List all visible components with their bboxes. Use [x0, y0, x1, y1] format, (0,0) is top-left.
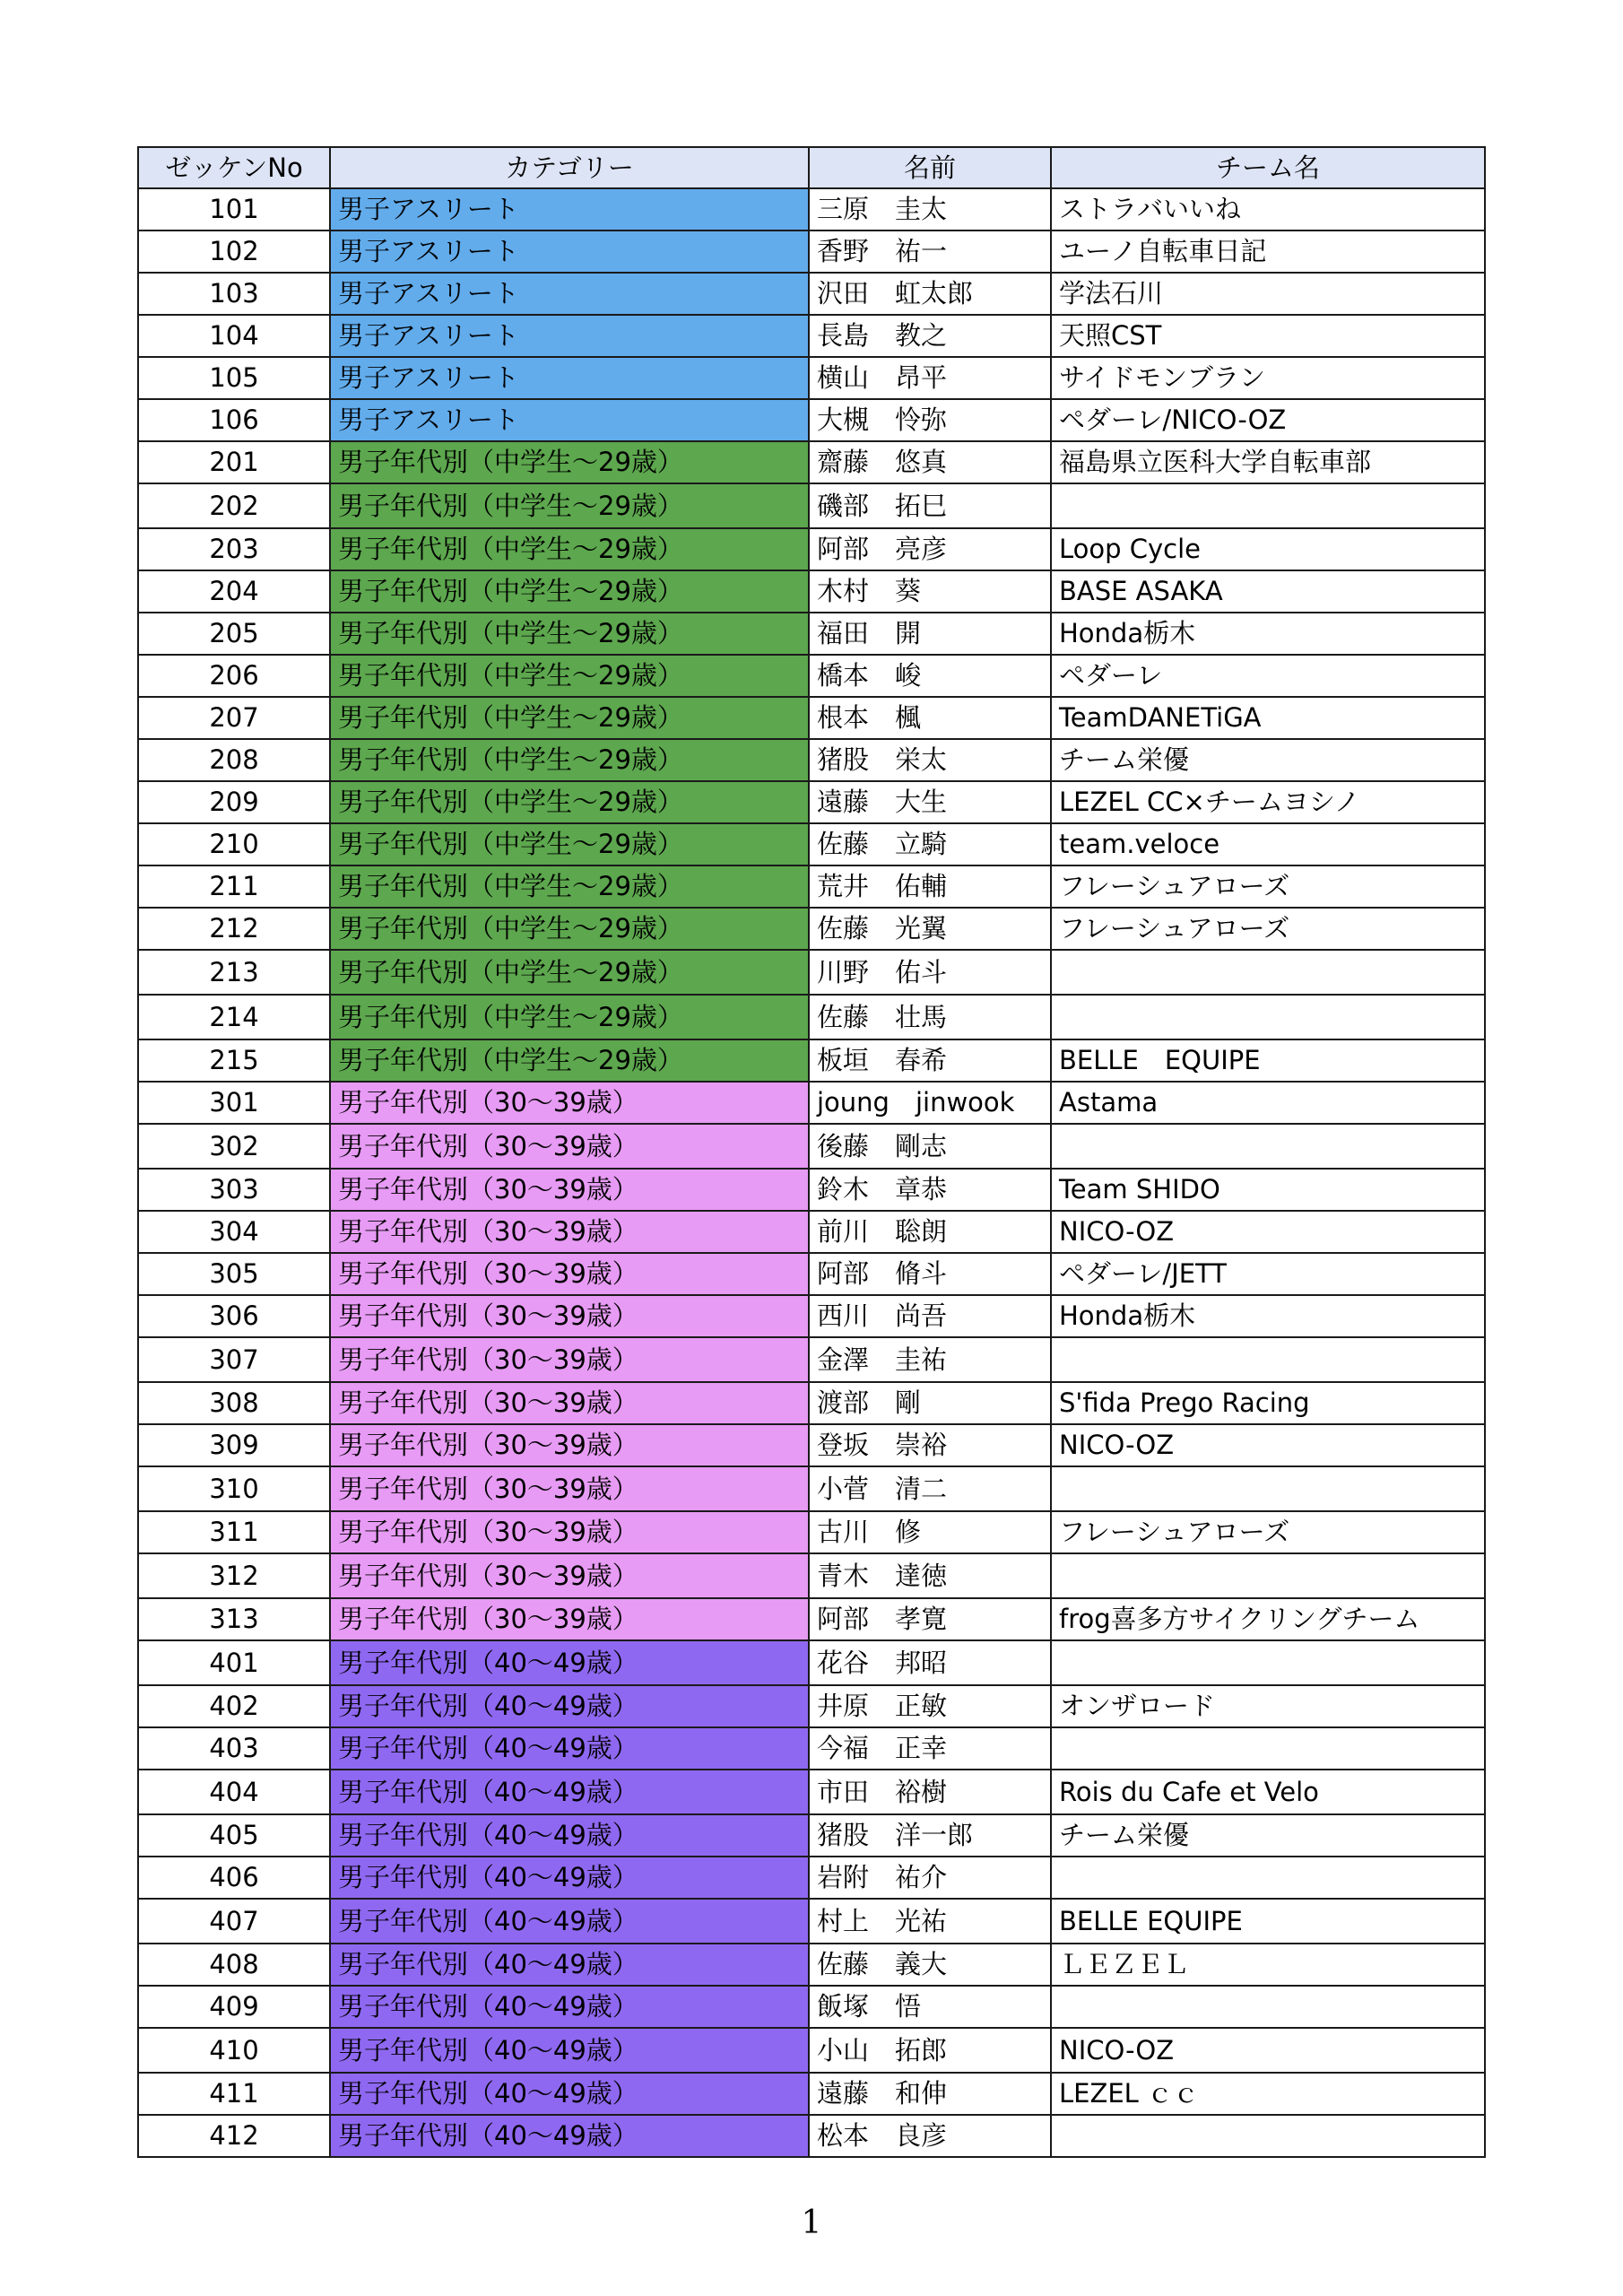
bib-number-cell: 207: [138, 697, 330, 739]
category-cell: 男子アスリート: [330, 188, 809, 230]
name-cell: 香野 祐一: [809, 230, 1051, 273]
name-cell: 磯部 拓巳: [809, 483, 1051, 528]
category-cell: 男子年代別（中学生〜29歳）: [330, 950, 809, 995]
bib-number-cell: 407: [138, 1899, 330, 1944]
name-cell: 沢田 虹太郎: [809, 273, 1051, 315]
header-category: カテゴリー: [330, 147, 809, 188]
team-cell: Astama: [1051, 1082, 1485, 1124]
category-cell: 男子年代別（中学生〜29歳）: [330, 1039, 809, 1082]
bib-number-cell: 410: [138, 2028, 330, 2073]
team-cell: ＬＥＺＥＬ: [1051, 1944, 1485, 1986]
team-cell: TeamDANETiGA: [1051, 697, 1485, 739]
team-cell: [1051, 995, 1485, 1039]
table-row: [138, 1944, 1485, 1986]
team-cell: Team SHIDO: [1051, 1169, 1485, 1211]
name-cell: 遠藤 大生: [809, 781, 1051, 823]
team-cell: BASE ASAKA: [1051, 570, 1485, 613]
bib-number-cell: 210: [138, 823, 330, 865]
team-cell: [1051, 1986, 1485, 2028]
team-cell: LEZEL CC×チームヨシノ: [1051, 781, 1485, 823]
team-cell: [1051, 1640, 1485, 1685]
table-row: [138, 1082, 1485, 1124]
bib-number-cell: 105: [138, 357, 330, 399]
bib-number-cell: 209: [138, 781, 330, 823]
bib-number-cell: 404: [138, 1770, 330, 1814]
category-cell: 男子年代別（30〜39歳）: [330, 1253, 809, 1295]
table-row: [138, 2115, 1485, 2157]
category-cell: 男子年代別（40〜49歳）: [330, 2028, 809, 2073]
team-cell: フレーシュアローズ: [1051, 908, 1485, 950]
team-cell: [1051, 1337, 1485, 1382]
name-cell: 市田 裕樹: [809, 1770, 1051, 1814]
table-row: [138, 1124, 1485, 1169]
name-cell: 鈴木 章恭: [809, 1169, 1051, 1211]
name-cell: 金澤 圭祐: [809, 1337, 1051, 1382]
name-cell: 猪股 洋一郎: [809, 1814, 1051, 1857]
name-cell: 佐藤 壮馬: [809, 995, 1051, 1039]
bib-number-cell: 310: [138, 1466, 330, 1511]
category-cell: 男子年代別（中学生〜29歳）: [330, 483, 809, 528]
name-cell: 阿部 亮彦: [809, 528, 1051, 570]
table-row: [138, 1382, 1485, 1424]
table-row: [138, 613, 1485, 655]
name-cell: 松本 良彦: [809, 2115, 1051, 2157]
table-row: [138, 1986, 1485, 2028]
bib-number-cell: 312: [138, 1553, 330, 1598]
category-cell: 男子年代別（中学生〜29歳）: [330, 781, 809, 823]
table-row: [138, 1857, 1485, 1899]
category-cell: 男子年代別（中学生〜29歳）: [330, 995, 809, 1039]
team-cell: NICO-OZ: [1051, 1424, 1485, 1466]
bib-number-cell: 203: [138, 528, 330, 570]
table-row: [138, 2028, 1485, 2073]
team-cell: Loop Cycle: [1051, 528, 1485, 570]
team-cell: S'fida Prego Racing: [1051, 1382, 1485, 1424]
table-row: [138, 399, 1485, 441]
team-cell: [1051, 2115, 1485, 2157]
name-cell: 飯塚 悟: [809, 1986, 1051, 2028]
team-cell: ペダーレ: [1051, 655, 1485, 697]
name-cell: 井原 正敏: [809, 1685, 1051, 1727]
category-cell: 男子年代別（30〜39歳）: [330, 1211, 809, 1253]
team-cell: [1051, 1857, 1485, 1899]
name-cell: 木村 葵: [809, 570, 1051, 613]
category-cell: 男子アスリート: [330, 273, 809, 315]
header-name: 名前: [809, 147, 1051, 188]
team-cell: ストラバいいね: [1051, 188, 1485, 230]
team-cell: Rois du Cafe et Velo: [1051, 1770, 1485, 1814]
category-cell: 男子年代別（40〜49歳）: [330, 1944, 809, 1986]
bib-number-cell: 303: [138, 1169, 330, 1211]
category-cell: 男子年代別（40〜49歳）: [330, 1899, 809, 1944]
team-cell: team.veloce: [1051, 823, 1485, 865]
team-cell: チーム栄優: [1051, 739, 1485, 781]
category-cell: 男子年代別（中学生〜29歳）: [330, 697, 809, 739]
bib-number-cell: 409: [138, 1986, 330, 2028]
category-cell: 男子年代別（40〜49歳）: [330, 1727, 809, 1770]
bib-number-cell: 412: [138, 2115, 330, 2157]
name-cell: 根本 楓: [809, 697, 1051, 739]
table-row: [138, 1685, 1485, 1727]
table-body: [138, 188, 1485, 2157]
bib-number-cell: 205: [138, 613, 330, 655]
team-cell: フレーシュアローズ: [1051, 1511, 1485, 1553]
table-row: [138, 273, 1485, 315]
table-row: [138, 230, 1485, 273]
table-row: [138, 357, 1485, 399]
category-cell: 男子年代別（中学生〜29歳）: [330, 908, 809, 950]
table-row: [138, 655, 1485, 697]
header-row: [138, 147, 1485, 188]
table-row: [138, 697, 1485, 739]
bib-number-cell: 106: [138, 399, 330, 441]
team-cell: オンザロード: [1051, 1685, 1485, 1727]
team-cell: チーム栄優: [1051, 1814, 1485, 1857]
bib-number-cell: 211: [138, 865, 330, 908]
table-row: [138, 995, 1485, 1039]
bib-number-cell: 311: [138, 1511, 330, 1553]
team-cell: 天照CST: [1051, 315, 1485, 357]
name-cell: 橋本 峻: [809, 655, 1051, 697]
bib-number-cell: 212: [138, 908, 330, 950]
category-cell: 男子年代別（40〜49歳）: [330, 1986, 809, 2028]
table-row: [138, 315, 1485, 357]
table-row: [138, 1169, 1485, 1211]
category-cell: 男子年代別（40〜49歳）: [330, 1857, 809, 1899]
bib-number-cell: 305: [138, 1253, 330, 1295]
name-cell: 板垣 春希: [809, 1039, 1051, 1082]
name-cell: 荒井 佑輔: [809, 865, 1051, 908]
name-cell: 猪股 栄太: [809, 739, 1051, 781]
bib-number-cell: 215: [138, 1039, 330, 1082]
bib-number-cell: 202: [138, 483, 330, 528]
name-cell: 遠藤 和伸: [809, 2073, 1051, 2115]
table-row: [138, 483, 1485, 528]
name-cell: 佐藤 立騎: [809, 823, 1051, 865]
bib-number-cell: 402: [138, 1685, 330, 1727]
name-cell: 福田 開: [809, 613, 1051, 655]
table-row: [138, 950, 1485, 995]
table-row: [138, 1598, 1485, 1640]
page-number: 1: [801, 2205, 822, 2241]
team-cell: [1051, 1466, 1485, 1511]
bib-number-cell: 308: [138, 1382, 330, 1424]
bib-number-cell: 401: [138, 1640, 330, 1685]
category-cell: 男子年代別（30〜39歳）: [330, 1553, 809, 1598]
bib-number-cell: 101: [138, 188, 330, 230]
category-cell: 男子年代別（40〜49歳）: [330, 1640, 809, 1685]
team-cell: ユーノ自転車日記: [1051, 230, 1485, 273]
team-cell: [1051, 950, 1485, 995]
bib-number-cell: 208: [138, 739, 330, 781]
bib-number-cell: 104: [138, 315, 330, 357]
bib-number-cell: 103: [138, 273, 330, 315]
category-cell: 男子年代別（30〜39歳）: [330, 1082, 809, 1124]
category-cell: 男子アスリート: [330, 399, 809, 441]
header-team: チーム名: [1051, 147, 1485, 188]
bib-number-cell: 411: [138, 2073, 330, 2115]
name-cell: joung jinwook: [809, 1082, 1051, 1124]
table-row: [138, 1337, 1485, 1382]
bib-number-cell: 405: [138, 1814, 330, 1857]
table-row: [138, 1211, 1485, 1253]
category-cell: 男子年代別（40〜49歳）: [330, 1814, 809, 1857]
category-cell: 男子年代別（中学生〜29歳）: [330, 570, 809, 613]
category-cell: 男子年代別（30〜39歳）: [330, 1295, 809, 1337]
team-cell: 福島県立医科大学自転車部: [1051, 441, 1485, 483]
name-cell: 青木 達徳: [809, 1553, 1051, 1598]
name-cell: 阿部 孝寛: [809, 1598, 1051, 1640]
bib-number-cell: 304: [138, 1211, 330, 1253]
header-bib-number: ゼッケンNo: [138, 147, 330, 188]
table-row: [138, 441, 1485, 483]
bib-number-cell: 406: [138, 1857, 330, 1899]
name-cell: 小菅 清二: [809, 1466, 1051, 1511]
bib-number-cell: 201: [138, 441, 330, 483]
category-cell: 男子年代別（中学生〜29歳）: [330, 528, 809, 570]
category-cell: 男子年代別（40〜49歳）: [330, 1770, 809, 1814]
team-cell: フレーシュアローズ: [1051, 865, 1485, 908]
table-row: [138, 188, 1485, 230]
category-cell: 男子年代別（中学生〜29歳）: [330, 655, 809, 697]
category-cell: 男子年代別（30〜39歳）: [330, 1382, 809, 1424]
name-cell: 齋藤 悠真: [809, 441, 1051, 483]
team-cell: サイドモンブラン: [1051, 357, 1485, 399]
table-row: [138, 1424, 1485, 1466]
team-cell: Honda栃木: [1051, 613, 1485, 655]
name-cell: 佐藤 義大: [809, 1944, 1051, 1986]
category-cell: 男子アスリート: [330, 315, 809, 357]
name-cell: 阿部 脩斗: [809, 1253, 1051, 1295]
bib-number-cell: 204: [138, 570, 330, 613]
team-cell: ペダーレ/NICO-OZ: [1051, 399, 1485, 441]
table-row: [138, 1253, 1485, 1295]
category-cell: 男子年代別（40〜49歳）: [330, 2073, 809, 2115]
name-cell: 村上 光祐: [809, 1899, 1051, 1944]
bib-number-cell: 102: [138, 230, 330, 273]
category-cell: 男子年代別（30〜39歳）: [330, 1337, 809, 1382]
table-row: [138, 1727, 1485, 1770]
bib-number-cell: 403: [138, 1727, 330, 1770]
category-cell: 男子年代別（中学生〜29歳）: [330, 613, 809, 655]
team-cell: BELLE EQUIPE: [1051, 1899, 1485, 1944]
category-cell: 男子年代別（30〜39歳）: [330, 1511, 809, 1553]
table-row: [138, 528, 1485, 570]
table-row: [138, 1039, 1485, 1082]
bib-number-cell: 301: [138, 1082, 330, 1124]
team-cell: [1051, 1124, 1485, 1169]
name-cell: 渡部 剛: [809, 1382, 1051, 1424]
table-row: [138, 1814, 1485, 1857]
category-cell: 男子年代別（30〜39歳）: [330, 1466, 809, 1511]
table-row: [138, 781, 1485, 823]
name-cell: 岩附 祐介: [809, 1857, 1051, 1899]
name-cell: 今福 正幸: [809, 1727, 1051, 1770]
bib-number-cell: 213: [138, 950, 330, 995]
category-cell: 男子アスリート: [330, 230, 809, 273]
bib-number-cell: 408: [138, 1944, 330, 1986]
table-row: [138, 570, 1485, 613]
category-cell: 男子年代別（中学生〜29歳）: [330, 823, 809, 865]
category-cell: 男子年代別（中学生〜29歳）: [330, 441, 809, 483]
table-row: [138, 1295, 1485, 1337]
bib-number-cell: 313: [138, 1598, 330, 1640]
team-cell: LEZEL ｃｃ: [1051, 2073, 1485, 2115]
name-cell: 長島 教之: [809, 315, 1051, 357]
name-cell: 大槻 怜弥: [809, 399, 1051, 441]
table-row: [138, 1770, 1485, 1814]
table-row: [138, 1553, 1485, 1598]
name-cell: 小山 拓郎: [809, 2028, 1051, 2073]
category-cell: 男子アスリート: [330, 357, 809, 399]
name-cell: 三原 圭太: [809, 188, 1051, 230]
name-cell: 後藤 剛志: [809, 1124, 1051, 1169]
team-cell: ペダーレ/JETT: [1051, 1253, 1485, 1295]
name-cell: 西川 尚吾: [809, 1295, 1051, 1337]
category-cell: 男子年代別（中学生〜29歳）: [330, 865, 809, 908]
bib-number-cell: 309: [138, 1424, 330, 1466]
team-cell: NICO-OZ: [1051, 2028, 1485, 2073]
table-row: [138, 1511, 1485, 1553]
table-row: [138, 1466, 1485, 1511]
team-cell: [1051, 1553, 1485, 1598]
category-cell: 男子年代別（30〜39歳）: [330, 1598, 809, 1640]
category-cell: 男子年代別（中学生〜29歳）: [330, 739, 809, 781]
name-cell: 川野 佑斗: [809, 950, 1051, 995]
team-cell: BELLE EQUIPE: [1051, 1039, 1485, 1082]
name-cell: 花谷 邦昭: [809, 1640, 1051, 1685]
table-row: [138, 2073, 1485, 2115]
name-cell: 横山 昂平: [809, 357, 1051, 399]
team-cell: Honda栃木: [1051, 1295, 1485, 1337]
name-cell: 佐藤 光翼: [809, 908, 1051, 950]
table-row: [138, 865, 1485, 908]
entry-table: [137, 146, 1486, 2158]
team-cell: 学法石川: [1051, 273, 1485, 315]
bib-number-cell: 307: [138, 1337, 330, 1382]
team-cell: frog喜多方サイクリングチーム: [1051, 1598, 1485, 1640]
table-row: [138, 823, 1485, 865]
table-row: [138, 1899, 1485, 1944]
bib-number-cell: 206: [138, 655, 330, 697]
table-row: [138, 739, 1485, 781]
table-row: [138, 1640, 1485, 1685]
category-cell: 男子年代別（30〜39歳）: [330, 1424, 809, 1466]
team-cell: NICO-OZ: [1051, 1211, 1485, 1253]
bib-number-cell: 302: [138, 1124, 330, 1169]
category-cell: 男子年代別（40〜49歳）: [330, 1685, 809, 1727]
bib-number-cell: 214: [138, 995, 330, 1039]
category-cell: 男子年代別（40〜49歳）: [330, 2115, 809, 2157]
category-cell: 男子年代別（30〜39歳）: [330, 1124, 809, 1169]
team-cell: [1051, 1727, 1485, 1770]
name-cell: 古川 修: [809, 1511, 1051, 1553]
team-cell: [1051, 483, 1485, 528]
name-cell: 登坂 崇裕: [809, 1424, 1051, 1466]
table-row: [138, 908, 1485, 950]
name-cell: 前川 聡朗: [809, 1211, 1051, 1253]
category-cell: 男子年代別（30〜39歳）: [330, 1169, 809, 1211]
bib-number-cell: 306: [138, 1295, 330, 1337]
